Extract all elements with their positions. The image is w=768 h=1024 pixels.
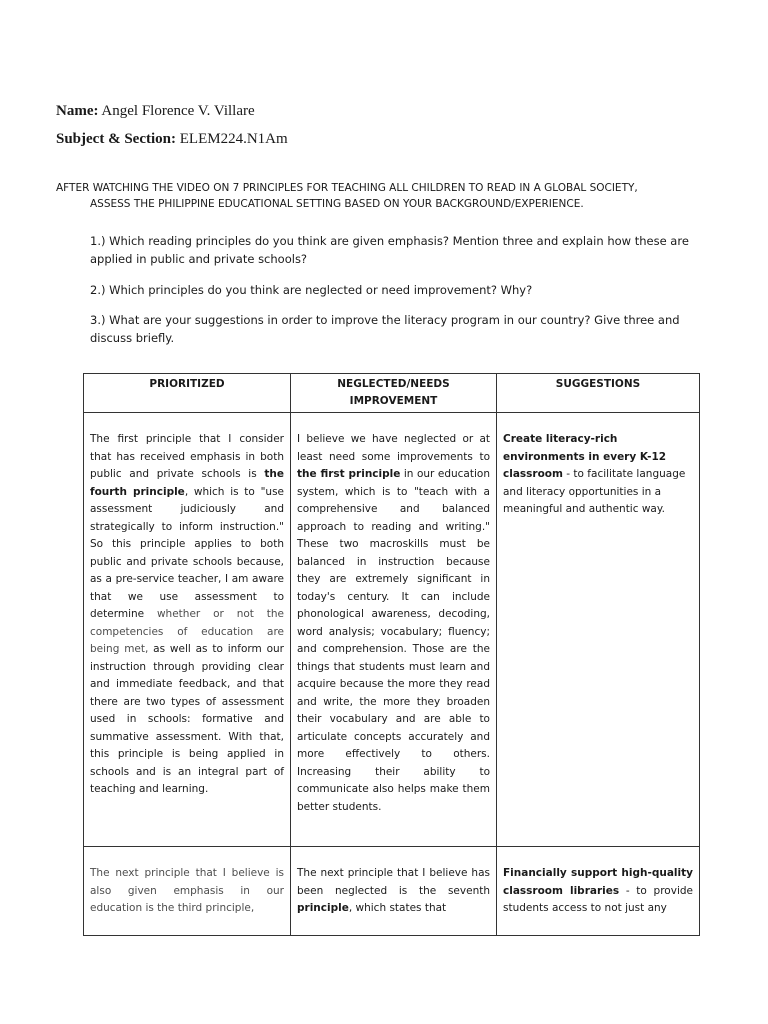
instructions-line-1: AFTER WATCHING THE VIDEO ON 7 PRINCIPLES FOR TEACHING ALL CHILDREN TO READ IN A GLOBAL SOCIETY,	[56, 182, 638, 194]
cell-suggestions-2: Financially support high-quality classroom libraries - to provide students access to not just any	[497, 847, 700, 936]
header-prioritized: PRIORITIZED	[84, 374, 291, 413]
table-row	[84, 847, 700, 936]
header-suggestions: SUGGESTIONS	[497, 374, 700, 413]
question-2: 2.) Which principles do you think are neglected or need improvement? Why?	[90, 283, 533, 297]
name-value: Angel Florence V. Villare	[101, 103, 255, 119]
subject-line	[56, 131, 288, 148]
instructions	[56, 180, 686, 212]
header-neglected: NEGLECTED/NEEDS IMPROVEMENT	[291, 374, 497, 413]
table-header-row	[84, 374, 700, 413]
cell-prioritized-1: The first principle that I consider that has received emphasis in both public and private schools is the fourth principle, which is to "use assessment judiciously and strategically to inform instruction." So this principle applies to both public and private schools because, as a pre-service teacher, I am aware that we use assessment to determine whether or not the competencies of education are being met, as well as to inform our instruction through providing clear and immediate feedback, and that there are two types of assessment used in schools: formative and summative assessment. With that, this principle is being applied in schools and is an integral part of teaching and learning.	[84, 413, 291, 847]
subject-label: Subject & Section:	[56, 131, 176, 147]
question-1: 1.) Which reading principles do you think are given emphasis? Mention three and explain how these are applied in public and private schools?	[90, 234, 689, 266]
subject-value: ELEM224.N1Am	[179, 131, 288, 147]
cell-prioritized-2: The next principle that I believe is also given emphasis in our education is the third principle,	[84, 847, 291, 936]
cell-suggestions-1: Create literacy-rich environments in every K-12 classroom - to facilitate language and literacy opportunities in a meaningful and authentic way.	[497, 413, 700, 847]
question-3: 3.) What are your suggestions in order to improve the literacy program in our country? Give three and discuss briefly.	[90, 313, 680, 345]
name-label: Name:	[56, 103, 99, 119]
cell-neglected-2: The next principle that I believe has been neglected is the seventh principle, which states that	[291, 847, 497, 936]
table-row	[84, 413, 700, 847]
name-line	[56, 103, 255, 120]
cell-neglected-1: I believe we have neglected or at least need some improvements to the first principle in our education system, which is to "teach with a comprehensive and balanced approach to reading and writing." These two macroskills must be balanced in instruction because they are extremely significant in today's century. It can include phonological awareness, decoding, word analysis; vocabulary; fluency; and comprehension. Those are the things that students must learn and acquire because the more they read and write, the more they broaden their vocabulary and are able to articulate concepts accurately and more effectively to others. Increasing their ability to communicate also helps make them better students.	[291, 413, 497, 847]
instructions-line-2: ASSESS THE PHILIPPINE EDUCATIONAL SETTING BASED ON YOUR BACKGROUND/EXPERIENCE.	[90, 198, 584, 210]
assessment-table	[83, 373, 700, 936]
